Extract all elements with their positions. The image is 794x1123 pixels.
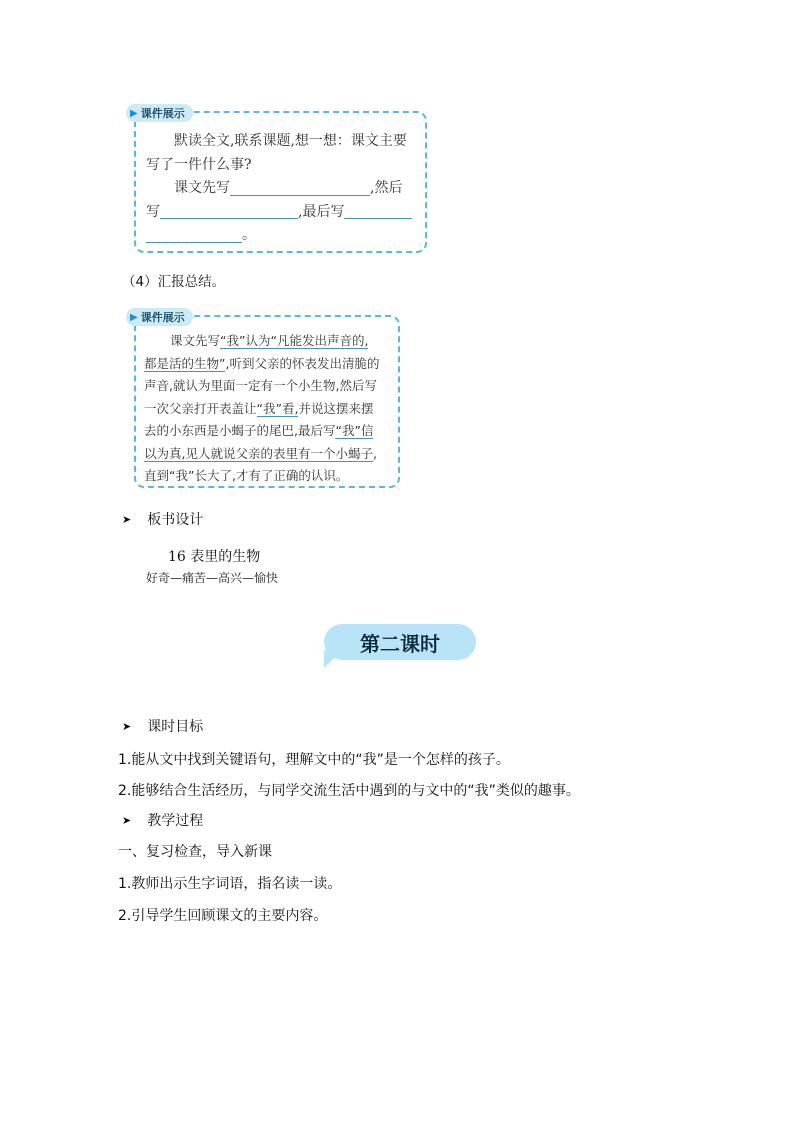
play-triangle-icon: ▶ [130, 311, 138, 323]
box2-line-1-start: 课文先写 [170, 333, 221, 348]
play-triangle-icon: ▶ [130, 107, 138, 119]
board-design-title: 16 表里的生物 [168, 549, 261, 565]
courseware-box-2-text [144, 330, 394, 488]
goal-1: 1.能从文中找到关键语句，理解文中的“我”是一个怎样的孩子。 [118, 752, 510, 768]
box2-line-2 [144, 353, 394, 376]
process-heading-text: 教学过程 [147, 813, 204, 829]
box1-line-2: 写了一件什么事? [146, 156, 252, 173]
arrow-bullet-icon: ➤ [122, 512, 132, 526]
lesson-banner: 第二课时 [324, 624, 476, 660]
goals-heading [122, 716, 203, 736]
box1-line-4-end: ,最后写 [298, 203, 345, 220]
box2-line-4-end: 并说这摆来摆 [298, 400, 374, 416]
box2-line-5-start: 去的小东西是小蝎子的尾巴,最后写 [144, 423, 336, 438]
goal-2: 2.能够结合生活经历，与同学交流生活中遇到的与文中的“我”类似的趣事。 [118, 783, 580, 799]
step-4-summary: （4）汇报总结。 [122, 274, 226, 290]
courseware-tag-1 [126, 104, 193, 122]
box2-line-2-end: ,听到父亲的怀表发出清脆的 [225, 355, 380, 371]
box2-line-6 [144, 443, 394, 466]
box1-line-5 [146, 224, 418, 248]
board-design-subtitle: 好奇—痛苦—高兴—愉快 [146, 571, 279, 585]
courseware-box-1-text [146, 130, 418, 248]
box2-line-7 [144, 465, 394, 488]
box1-line-3 [146, 177, 418, 201]
box1-line-1: 默读全文,联系课题,想一想：课文主要 [174, 133, 407, 149]
box2-line-7-text: 直到“我”长大了,才有了正确的认识。 [144, 468, 349, 483]
answer-blank-3[interactable] [344, 204, 412, 219]
answer-blank-3-cont[interactable] [146, 228, 242, 243]
box2-line-4 [144, 398, 394, 421]
process-section-1: 一、复习检查，导入新课 [118, 844, 272, 860]
process-step-1: 1.教师出示生字词语，指名读一读。 [118, 876, 342, 892]
arrow-bullet-icon: ➤ [122, 813, 132, 827]
process-heading [122, 810, 203, 830]
box1-line-5-end: 。 [242, 227, 256, 243]
box2-line-3 [144, 375, 394, 398]
box1-line-4 [146, 201, 418, 225]
box2-line-4-underlined: “我”看, [256, 400, 299, 416]
box1-line-3-start: 课文先写 [174, 180, 230, 196]
answer-blank-2[interactable] [160, 204, 298, 219]
box1-line-4-start: 写 [146, 203, 160, 220]
courseware-tag-label: 课件展示 [140, 311, 185, 324]
answer-blank-1[interactable] [230, 181, 370, 196]
courseware-tag-2 [126, 308, 193, 326]
box2-line-1-underlined: “我”认为“凡能发出声音的, [220, 333, 369, 348]
box2-line-1 [144, 330, 394, 353]
box2-line-6-end: , [372, 445, 377, 461]
courseware-tag-label: 课件展示 [140, 107, 185, 120]
box1-line-3-end: ,然后 [370, 180, 403, 196]
process-step-2: 2.引导学生回顾课文的主要内容。 [118, 908, 328, 924]
board-design-heading-text: 板书设计 [147, 512, 204, 528]
box2-line-5-underlined: “我”信 [335, 423, 374, 438]
arrow-bullet-icon: ➤ [122, 719, 132, 733]
box2-line-5 [144, 420, 394, 443]
board-design-heading [122, 509, 203, 529]
box2-line-6-underlined: 以为真,见人就说父亲的表里有一个小蝎子 [144, 445, 373, 461]
box2-line-4-start: 一次父亲打开表盖让 [144, 400, 257, 416]
box2-line-3-text: 声音,就认为里面一定有一个小生物,然后写 [144, 378, 377, 393]
goals-heading-text: 课时目标 [147, 719, 204, 735]
box2-line-2-underlined: 都是活的生物” [144, 355, 226, 371]
